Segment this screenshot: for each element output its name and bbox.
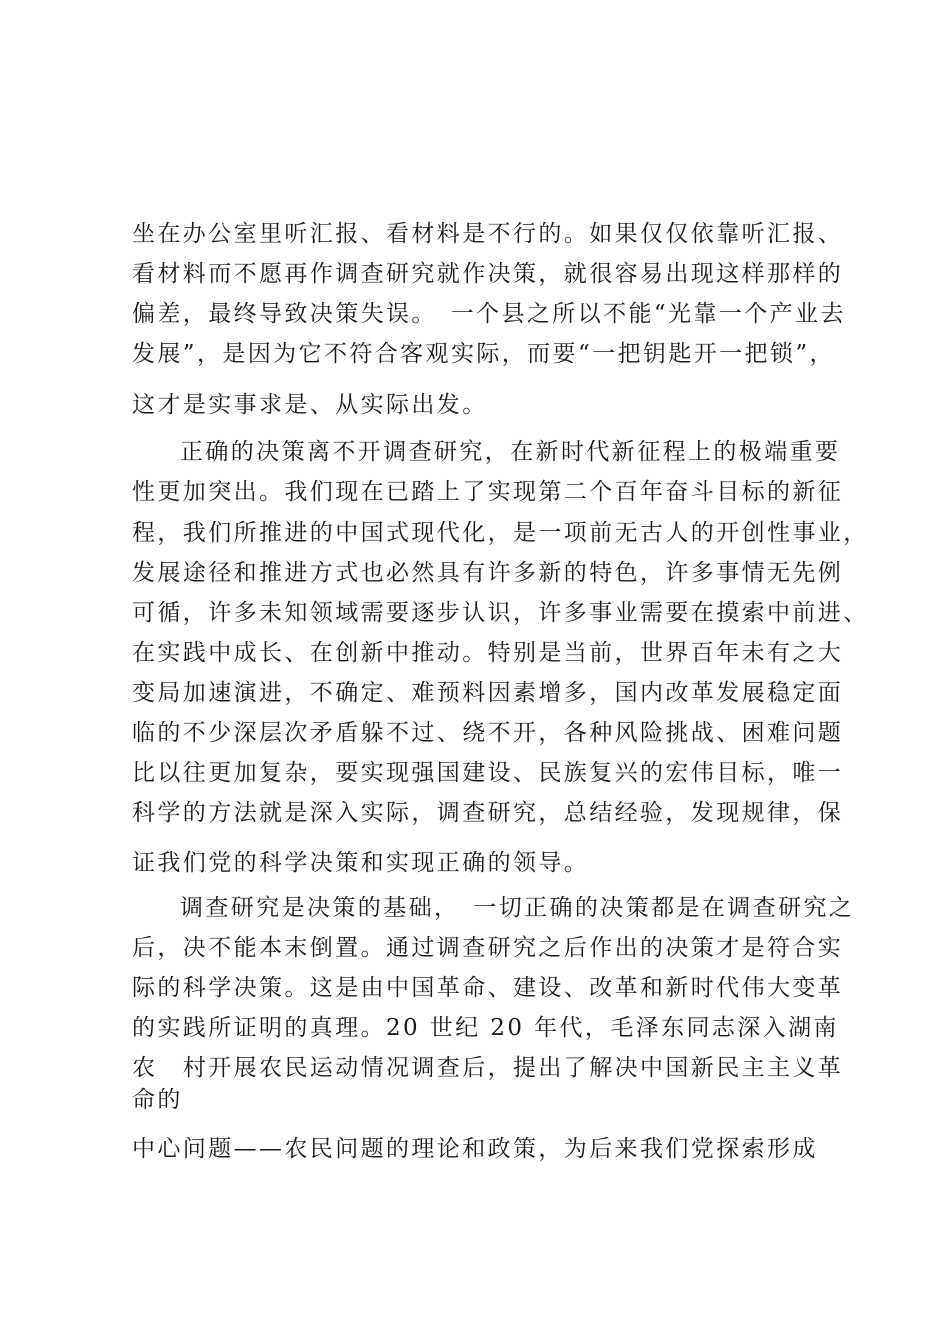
text-line: 变局加速演进，不确定、难预料因素增多，国内改革发展稳定面 — [132, 680, 844, 706]
text-line: 可循，许多未知领域需要逐步认识，许多事业需要在摸索中前进、 — [132, 600, 869, 626]
text-line: 际的科学决策。这是由中国革命、建设、改革和新时代伟大变革 — [132, 975, 844, 1001]
text-line: 这才是实事求是、从实际出发。 — [132, 392, 488, 418]
text-line: 发展途径和推进方式也必然具有许多新的特色，许多事情无先例 — [132, 560, 844, 586]
text-line: 临的不少深层次矛盾躲不过、绕不开，各种风险挑战、困难问题 — [132, 720, 844, 746]
text-line: 证我们党的科学决策和实现正确的领导。 — [132, 850, 590, 876]
text-line: 中心问题——农民问题的理论和政策，为后来我们党探索形成 — [132, 1136, 818, 1162]
text-line: 命的 — [132, 1087, 183, 1113]
text-line: 程，我们所推进的中国式现代化，是一项前无古人的开创性事业， — [132, 520, 869, 546]
text-line: 看材料而不愿再作调查研究就作决策，就很容易出现这样那样的 — [132, 261, 844, 287]
text-line: 坐在办公室里听汇报、看材料是不行的。如果仅仅依靠听汇报、 — [132, 221, 844, 247]
text-line: 偏差，最终导致决策失误。 一个县之所以不能“光靠一个产业去 — [132, 301, 846, 327]
text-line: 的实践所证明的真理。20 世纪 20 年代，毛泽东同志深入湖南 — [132, 1015, 839, 1041]
text-line: 比以往更加复杂，要实现强国建设、民族复兴的宏伟目标，唯一 — [132, 760, 844, 786]
text-line: 在实践中成长、在创新中推动。特别是当前，世界百年未有之大 — [132, 640, 844, 666]
paragraph-first-line: 正确的决策离不开调查研究，在新时代新征程上的极端重要 — [180, 439, 841, 465]
text-line: 后，决不能本末倒置。通过调查研究之后作出的决策才是符合实 — [132, 935, 844, 961]
text-line: 发展”，是因为它不符合客观实际，而要“一把钥匙开一把锁”， — [132, 341, 835, 367]
paragraph-first-line: 调查研究是决策的基础， 一切正确的决策都是在调查研究之 — [180, 895, 855, 921]
text-line: 科学的方法就是深入实际，调查研究，总结经验，发现规律，保 — [132, 800, 844, 826]
text-line: 性更加突出。我们现在已踏上了实现第二个百年奋斗目标的新征 — [132, 479, 844, 505]
text-line: 农 村开展农民运动情况调查后，提出了解决中国新民主主义革 — [132, 1055, 844, 1081]
